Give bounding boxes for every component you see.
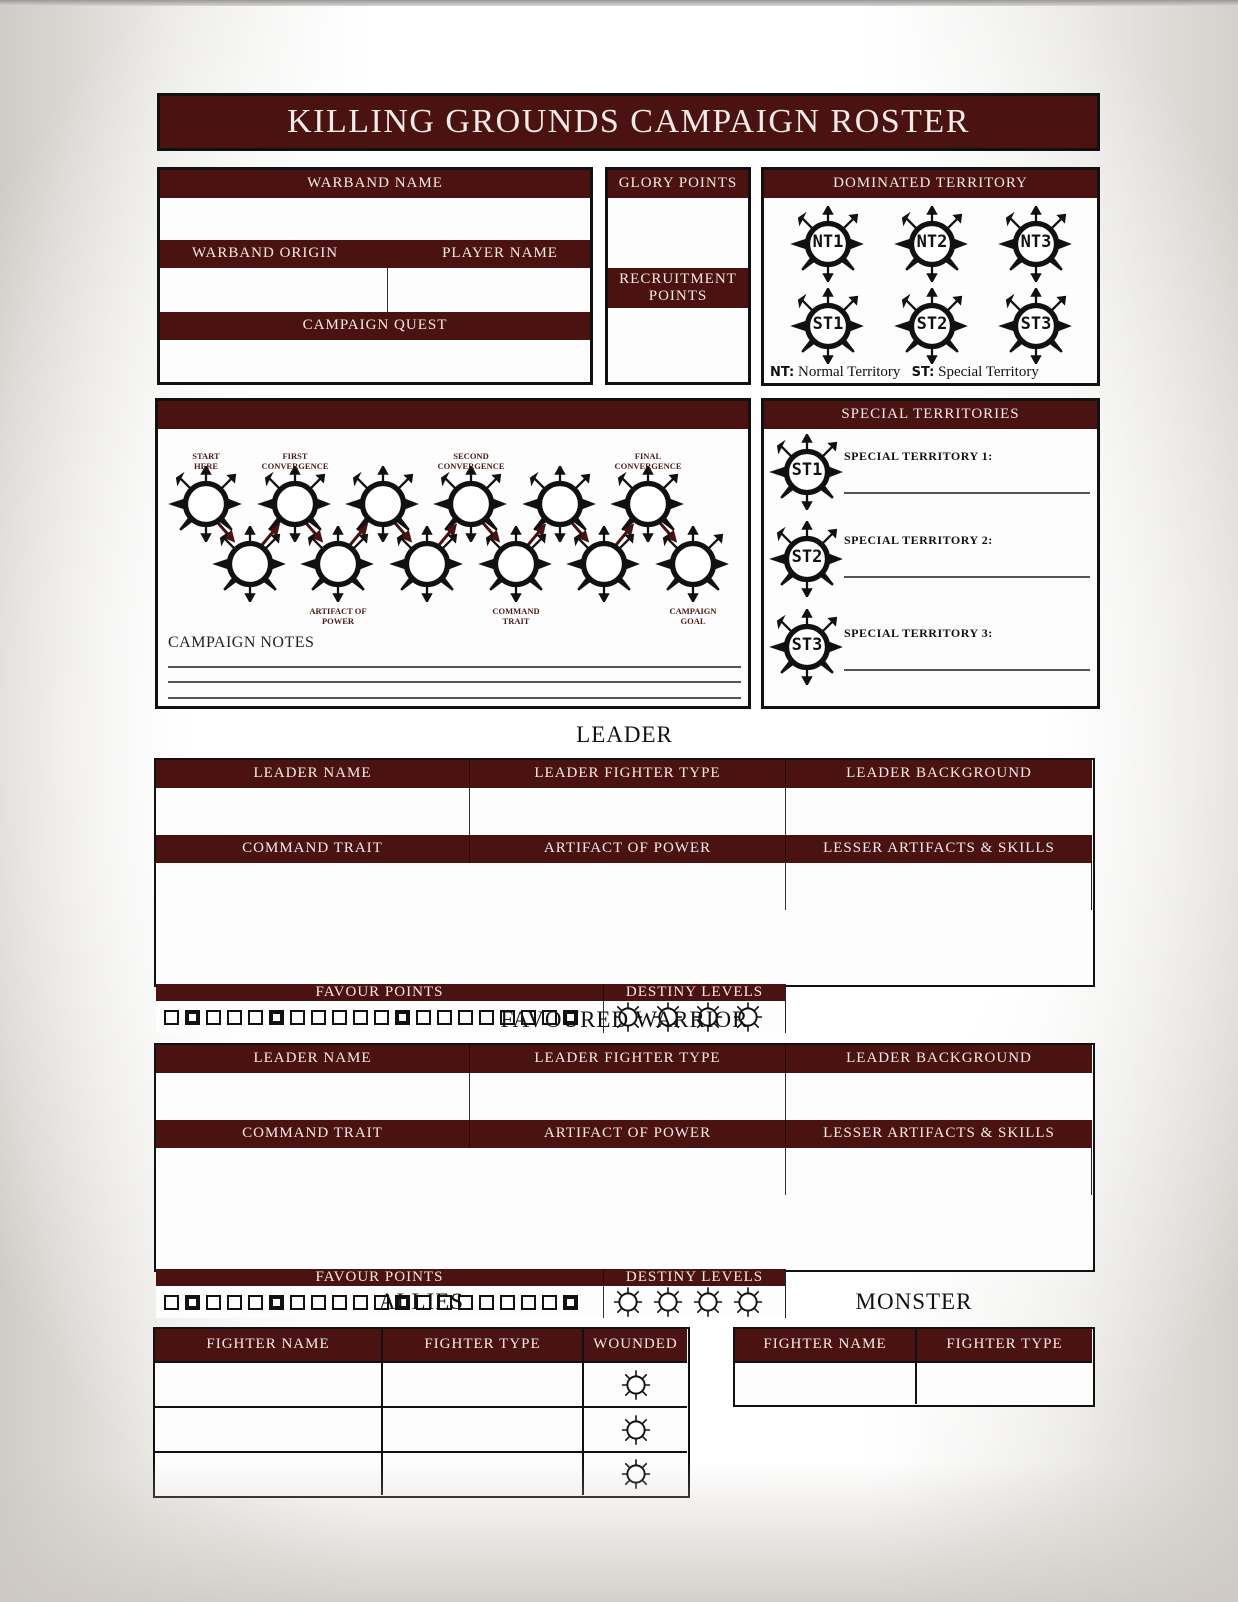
special-territory-2-icon-label: ST2 [791,547,823,567]
favoured-warrior-panel [154,1043,1095,1285]
points-panel [605,167,751,385]
dominated-territory-label: DOMINATED TERRITORY [764,170,1097,198]
origin-player-row [160,268,590,312]
special-territory-1-icon-label: ST1 [791,460,823,480]
warband-name-label: WARBAND NAME [160,170,590,198]
campaign-quest-label: CAMPAIGN QUEST [160,312,590,340]
fw-artifact-label: ARTIFACT OF POWER [470,1120,786,1148]
dominated-territory-panel [761,167,1100,386]
campaign-path-diagram [158,429,748,706]
territory-st3-label: ST3 [1020,314,1052,334]
special-territory-3-icon [769,609,845,685]
monster-row-1-name[interactable] [735,1363,917,1404]
special-territory-1-icon [769,434,845,510]
warband-origin-field[interactable] [160,268,388,312]
leader-background-field[interactable] [786,788,1092,835]
territory-st3-icon[interactable] [998,288,1074,364]
leader-panel [154,758,1095,1000]
territory-nt2-icon[interactable] [894,206,970,282]
special-territory-2-label: SPECIAL TERRITORY 2: [844,533,993,547]
legend-nt-key: NT: [770,365,795,380]
fw-lesser-label: LESSER ARTIFACTS & SKILLS [786,1120,1092,1148]
fw-command-field[interactable] [470,1148,786,1195]
allies-row-1-wounded[interactable] [584,1363,687,1408]
warband-panel [157,167,593,385]
campaign-path-panel [155,398,751,709]
territory-nt3-label: NT3 [1020,232,1052,252]
territory-legend [770,364,1100,381]
fw-name-field[interactable] [156,1073,470,1120]
warband-origin-label: WARBAND ORIGIN [192,245,339,262]
leader-heading: LEADER [576,722,673,747]
fw-type-field[interactable] [470,1073,786,1120]
territory-st2-icon[interactable] [894,288,970,364]
legend-nt-text: Normal Territory [798,364,901,380]
territory-icon-grid [764,198,1097,383]
allies-row-3-wounded[interactable] [584,1453,687,1495]
player-name-field[interactable] [388,268,590,312]
label-first-convergence: FIRST CONVERGENCE [261,451,329,472]
glory-points-label: GLORY POINTS [608,170,748,198]
fw-background-field[interactable] [786,1073,1092,1120]
allies-col-wounded: WOUNDED [584,1329,687,1363]
allies-row-3-name[interactable] [155,1453,383,1495]
allies-row-1-name[interactable] [155,1363,383,1408]
territory-st2-label: ST2 [916,314,948,334]
campaign-notes-line-2[interactable] [168,681,741,683]
allies-heading: ALLIES [378,1289,465,1314]
fw-type-label: LEADER FIGHTER TYPE [470,1045,786,1073]
fw-command-label: COMMAND TRAIT [156,1120,470,1148]
campaign-path-header [158,401,748,429]
origin-player-header [160,240,590,268]
territory-nt1-label: NT1 [812,232,844,252]
leader-artifact-field[interactable] [786,863,1092,910]
allies-col-fighter-name: FIGHTER NAME [155,1329,383,1363]
legend-st-text: Special Territory [938,364,1039,380]
allies-table [153,1327,690,1498]
glory-points-field[interactable] [608,198,748,268]
special-territory-3-field[interactable] [844,669,1090,671]
wounded-icon[interactable] [620,1414,652,1446]
allies-row-2-name[interactable] [155,1408,383,1453]
special-territory-3-label: SPECIAL TERRITORY 3: [844,626,993,640]
monster-row-1-type[interactable] [917,1363,1092,1404]
wounded-icon[interactable] [620,1369,652,1401]
campaign-notes-line-3[interactable] [168,697,741,699]
leader-type-label: LEADER FIGHTER TYPE [470,760,786,788]
leader-command-label: COMMAND TRAIT [156,835,470,863]
allies-row-2-type[interactable] [383,1408,584,1453]
campaign-quest-field[interactable] [160,340,590,382]
player-name-label: PLAYER NAME [442,245,558,262]
leader-lesser-field[interactable] [156,863,470,984]
fw-background-label: LEADER BACKGROUND [786,1045,1092,1073]
monster-heading: MONSTER [855,1289,973,1314]
special-territory-1-field[interactable] [844,492,1090,494]
label-start-here: START HERE [192,451,220,472]
allies-row-2-wounded[interactable] [584,1408,687,1453]
territory-st1-icon[interactable] [790,288,866,364]
monster-col-fighter-type: FIGHTER TYPE [917,1329,1092,1363]
special-territory-3-icon-label: ST3 [791,635,823,655]
warband-name-field[interactable] [160,198,590,240]
legend-st-key: ST: [911,365,935,380]
allies-row-1-type[interactable] [383,1363,584,1408]
special-territory-2-field[interactable] [844,576,1090,578]
recruitment-points-field[interactable] [608,308,748,382]
territory-nt1-icon[interactable] [790,206,866,282]
label-command-trait: COMMAND TRAIT [492,606,540,627]
recruitment-label-line1: RECRUITMENT [619,270,737,287]
leader-name-field[interactable] [156,788,470,835]
fw-favour-destiny-header [156,1269,786,1286]
territory-st1-label: ST1 [812,314,844,334]
territory-nt2-label: NT2 [916,232,948,252]
campaign-notes-line-1[interactable] [168,666,741,668]
leader-background-label: LEADER BACKGROUND [786,760,1092,788]
recruitment-label-line2: POINTS [648,288,708,304]
label-final-convergence: FINAL CONVERGENCE [614,451,682,472]
campaign-notes-label: CAMPAIGN NOTES [168,634,315,651]
special-territory-2-icon [769,521,845,597]
leader-lesser-label: LESSER ARTIFACTS & SKILLS [786,835,1092,863]
monster-table [733,1327,1095,1407]
special-territories-panel [761,398,1100,709]
allies-col-fighter-type: FIGHTER TYPE [383,1329,584,1363]
fw-destiny-label: DESTINY LEVELS [604,1269,786,1286]
leader-type-field[interactable] [470,788,786,835]
territory-nt3-icon[interactable] [998,206,1074,282]
allies-row-3-type[interactable] [383,1453,584,1495]
fw-name-label: LEADER NAME [156,1045,470,1073]
special-territory-1-label: SPECIAL TERRITORY 1: [844,449,993,463]
leader-command-field[interactable] [470,863,786,910]
label-artifact-of-power: ARTIFACT OF POWER [309,606,367,627]
monster-col-fighter-name: FIGHTER NAME [735,1329,917,1363]
leader-favour-label: FAVOUR POINTS [156,984,604,1001]
leader-name-label: LEADER NAME [156,760,470,788]
leader-favour-destiny-header [156,984,786,1001]
special-territories-label: SPECIAL TERRITORIES [764,401,1097,429]
fw-destiny-level-3-icon[interactable] [692,1286,724,1318]
label-campaign-goal: CAMPAIGN GOAL [669,606,717,627]
page-title: KILLING GROUNDS CAMPAIGN ROSTER [157,93,1100,151]
leader-artifact-label: ARTIFACT OF POWER [470,835,786,863]
label-second-convergence: SECOND CONVERGENCE [437,451,505,472]
recruitment-points-label [608,268,748,308]
wounded-icon[interactable] [620,1458,652,1490]
fw-lesser-field[interactable] [156,1148,470,1269]
leader-destiny-label: DESTINY LEVELS [604,984,786,1001]
special-territories-list [764,429,1097,706]
fw-favour-label: FAVOUR POINTS [156,1269,604,1286]
fw-artifact-field[interactable] [786,1148,1092,1195]
favoured-warrior-heading: FAVOURED WARRIOR [500,1007,749,1032]
